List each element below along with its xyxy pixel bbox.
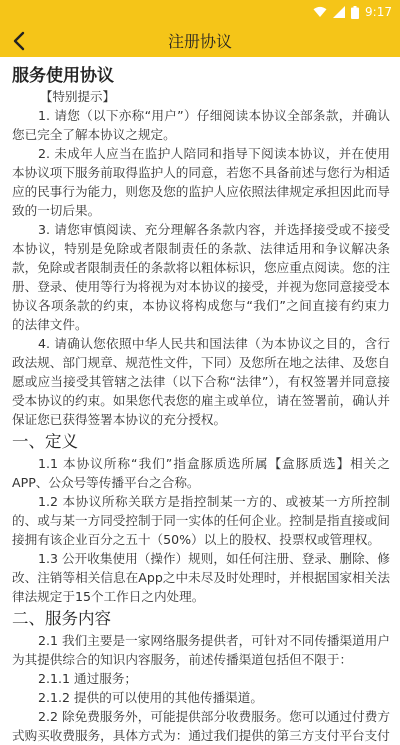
- service-paragraph: 2.2 除免费服务外，可能提供部分收费服务。您可以通过付费方式购买收费服务，具体方式为：通过我们提供的第三方支付平台支付: [12, 709, 390, 743]
- signal-icon: [333, 6, 345, 18]
- back-button[interactable]: [6, 28, 32, 54]
- section-heading-services: 二、服务内容: [12, 609, 111, 628]
- wifi-icon: [313, 6, 327, 18]
- notice-paragraph: 2. 未成年人应当在监护人陪同和指导下阅读本协议，并在使用本协议项下服务前取得监护人的同意，若您不具备前述与您行为相适应的民事行为能力，则您及您的监护人应依照法律规定承担因此而导致的一切后果。: [12, 146, 390, 218]
- status-bar: [0, 0, 400, 24]
- notice-paragraph: 3. 请您审慎阅读、充分理解各条款内容，并选择接受或不接受本协议，特别是免除或者限制责任的条款、法律适用和争议解决条款，免除或者限制责任的条款将以粗体标识，您应重点阅读。您的注册、登录、使用等行为将视为对本协议的接受，并视为您同意接受本协议各项条款的约束，本协议将构成您与“我们”之间直接有约束力的法律文件。: [12, 222, 390, 332]
- service-list-item: 2.1.2 提供的可以使用的其他传播渠道。: [38, 690, 263, 705]
- agreement-content[interactable]: [0, 57, 400, 743]
- definition-paragraph: 1.1 本协议所称“我们”指盒豚质选所属【盒豚质选】相关之APP、公众号等传播平台之合称。: [12, 456, 390, 490]
- definition-paragraph: 1.3 公开收集使用（操作）规则，如任何注册、登录、删除、修改、注销等相关信息在App之中未尽及时处理时，并根据国家相关法律法规定于15个工作日之内处理。: [12, 551, 390, 604]
- section-heading-definitions: 一、定义: [12, 432, 78, 451]
- status-time: 9:17: [365, 5, 392, 19]
- notice-paragraph: 1. 请您（以下亦称“用户”）仔细阅读本协议全部条款，并确认您已完全了解本协议之规定。: [12, 108, 390, 142]
- definition-paragraph: 1.2 本协议所称关联方是指控制某一方的、或被某一方所控制的、或与某一方同受控制于同一实体的任何企业。控制是指直接或间接拥有该企业百分之五十（50%）以上的股权、投票权或管理权。: [12, 494, 390, 547]
- service-list-item: 2.1.1 通过服务；: [38, 671, 138, 686]
- notice-heading: 【特别提示】: [40, 89, 116, 104]
- app-bar: [0, 24, 400, 57]
- battery-icon: [351, 6, 359, 19]
- document-title: 服务使用协议: [12, 66, 114, 86]
- chevron-left-icon: [12, 31, 26, 51]
- notice-paragraph: 4. 请确认您依照中华人民共和国法律（为本协议之目的，含行政法规、部门规章、规范性文件，下同）及您所在地之法律、及您自愿或应当接受其管辖之法律（以下合称“法律”），有权签署并同意接受本协议的约束。如果您代表您的雇主或单位，请在签署前，确认并保证您已获得签署本协议的充分授权。: [12, 336, 390, 427]
- page-title: 注册协议: [167, 32, 232, 51]
- service-paragraph: 2.1 我们主要是一家网络服务提供者，可针对不同传播渠道用户为其提供综合的知识内容服务，前述传播渠道包括但不限于：: [12, 633, 390, 667]
